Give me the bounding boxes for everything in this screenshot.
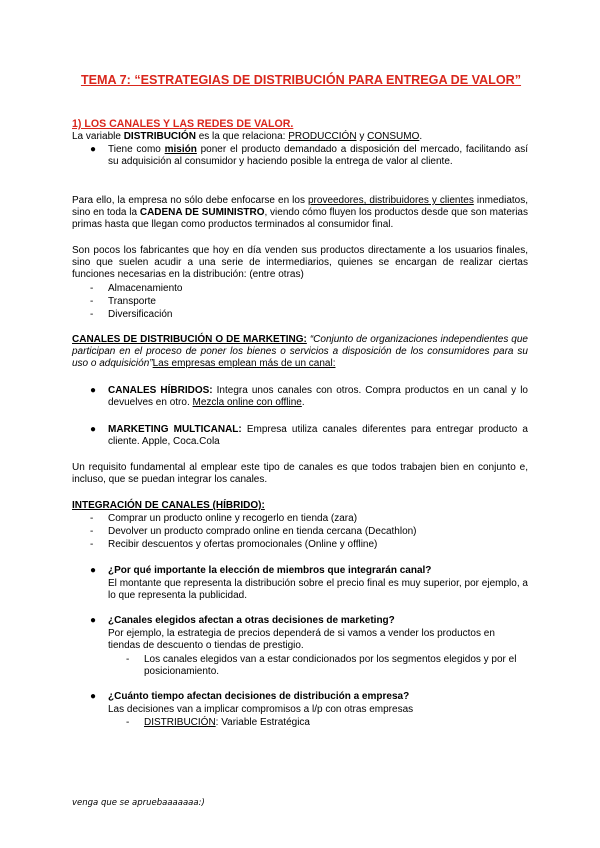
mision-pre: Tiene como — [108, 144, 165, 155]
dash-marker: - — [90, 513, 94, 524]
answer-1: El montante que representa la distribución sobre el precio final es muy superior, por ejemplo, a lo que representa la publicidad. — [108, 578, 528, 601]
answer-2-sub: Los canales elegidos van a estar condicionados por los segmentos elegidos y por el posicionamiento. — [144, 654, 517, 677]
dash-marker: - — [90, 296, 94, 307]
dash-marker: - — [90, 526, 94, 537]
question-3: ¿Cuánto tiempo afectan decisiones de distribución a empresa? — [108, 691, 410, 702]
dash-marker: - — [90, 283, 94, 294]
intro-consumo: CONSUMO — [367, 131, 420, 142]
footer-note: venga que se apruebaaaaaaa:) — [72, 798, 205, 808]
hibridos-underlined: Mezcla online con offline — [192, 397, 302, 408]
dash-marker: - — [90, 539, 94, 550]
integracion-heading: INTEGRACIÓN DE CANALES (HÍBRIDO): — [72, 500, 265, 511]
mision-bold: misión — [164, 144, 197, 155]
mision-paragraph — [108, 144, 528, 168]
multi-bold: MARKETING MULTICANAL: — [108, 424, 242, 435]
list-item: Almacenamiento — [108, 283, 183, 294]
intro-mid: es la que relaciona: — [195, 131, 289, 142]
intro-end: . — [419, 131, 423, 142]
intro-pre: La variable — [72, 131, 124, 142]
bullet-dot-icon: ● — [90, 144, 97, 155]
question-1: ¿Por qué importante la elección de miembros que integrarán canal? — [108, 565, 432, 576]
intro-produccion: PRODUCCIÓN — [288, 131, 357, 142]
list-item: Transporte — [108, 296, 156, 307]
dash-marker: - — [126, 654, 130, 665]
hibridos-bold: CANALES HÍBRIDOS: — [108, 385, 213, 396]
list-item: Devolver un producto comprado online en tienda cercana (Decathlon) — [108, 526, 417, 537]
p1-post: , viendo cómo fluyen los productos desde que son materias primas hasta que llegan como productos terminados al consumidor final. — [72, 207, 528, 230]
canales-tail: Las empresas emplean más de un canal: — [152, 358, 336, 369]
bullet-dot-icon: ● — [90, 565, 97, 576]
question-2: ¿Canales elegidos afectan a otras decisiones de marketing? — [108, 615, 395, 626]
p1-bold: CADENA DE SUMINISTRO — [139, 207, 265, 218]
intro-line — [72, 131, 422, 143]
hibridos-end: . — [301, 397, 305, 408]
hibridos-text: Integra unos canales con otros. Compra productos en un canal y lo devuelves en otro. — [108, 385, 528, 408]
distribucion-underlined: DISTRIBUCIÓN — [144, 717, 216, 728]
dash-marker: - — [126, 717, 130, 728]
multicanal-item — [108, 424, 528, 448]
intro-bold: DISTRIBUCIÓN — [123, 131, 196, 142]
list-item: Comprar un producto online y recogerlo en tienda (zara) — [108, 513, 358, 524]
canales-quote: “Conjunto de organizaciones independientes que participan en el proceso de poner los bienes o servicios a disposición de los consumidores para su uso o adquisición” — [72, 334, 528, 369]
answer-3: Las decisiones van a implicar compromisos a l/p con otras empresas — [108, 704, 414, 715]
mision-post: poner el producto demandado a disposición del mercado, facilitando así su adquisición al consumidor y haciendo posible la entrega de valor al cliente. — [108, 144, 528, 167]
multi-text: Empresa utiliza canales diferentes para entregar producto a cliente. Apple, Coca.Cola — [108, 424, 528, 447]
bullet-dot-icon: ● — [90, 424, 97, 435]
p1-pre: Para ello, la empresa no sólo debe enfocarse en los — [72, 195, 308, 206]
paragraph-cadena — [72, 195, 528, 231]
list-item: Diversificación — [108, 309, 173, 320]
bullet-dot-icon: ● — [90, 691, 97, 702]
hibridos-item — [108, 385, 528, 409]
paragraph-intermediarios: Son pocos los fabricantes que hoy en día venden sus productos directamente a los usuarios finales, sino que suelen acudir a una serie de intermediarios, quienes se encargan de realizar ciertas funciones necesarias en la distribución: (entre otras) — [72, 245, 528, 280]
intro-y: y — [356, 131, 368, 142]
answer-2: Por ejemplo, la estrategia de precios dependerá de si vamos a vender los productos en tiendas de descuento o tiendas de prestigio. — [108, 628, 495, 651]
requisito-paragraph: Un requisito fundamental al emplear este tipo de canales es que todos trabajen bien en conjunto e, incluso, que se puedan integrar los canales. — [72, 462, 528, 485]
section-heading: 1) LOS CANALES Y LAS REDES DE VALOR. — [72, 118, 294, 130]
distribucion-rest: : Variable Estratégica — [215, 717, 310, 728]
page-title: TEMA 7: “ESTRATEGIAS DE DISTRIBUCIÓN PARA ENTREGA DE VALOR” — [80, 73, 522, 87]
canales-heading: CANALES DE DISTRIBUCIÓN O DE MARKETING: — [72, 334, 307, 345]
answer-3-sub — [144, 717, 310, 729]
bullet-dot-icon: ● — [90, 385, 97, 396]
canales-definition — [72, 334, 528, 370]
bullet-dot-icon: ● — [90, 615, 97, 626]
list-item: Recibir descuentos y ofertas promocionales (Online y offline) — [108, 539, 378, 550]
p1-mid: inmediatos, sino en toda la — [72, 195, 528, 218]
p1-underlined: proveedores, distribuidores y clientes — [307, 195, 474, 206]
dash-marker: - — [90, 309, 94, 320]
